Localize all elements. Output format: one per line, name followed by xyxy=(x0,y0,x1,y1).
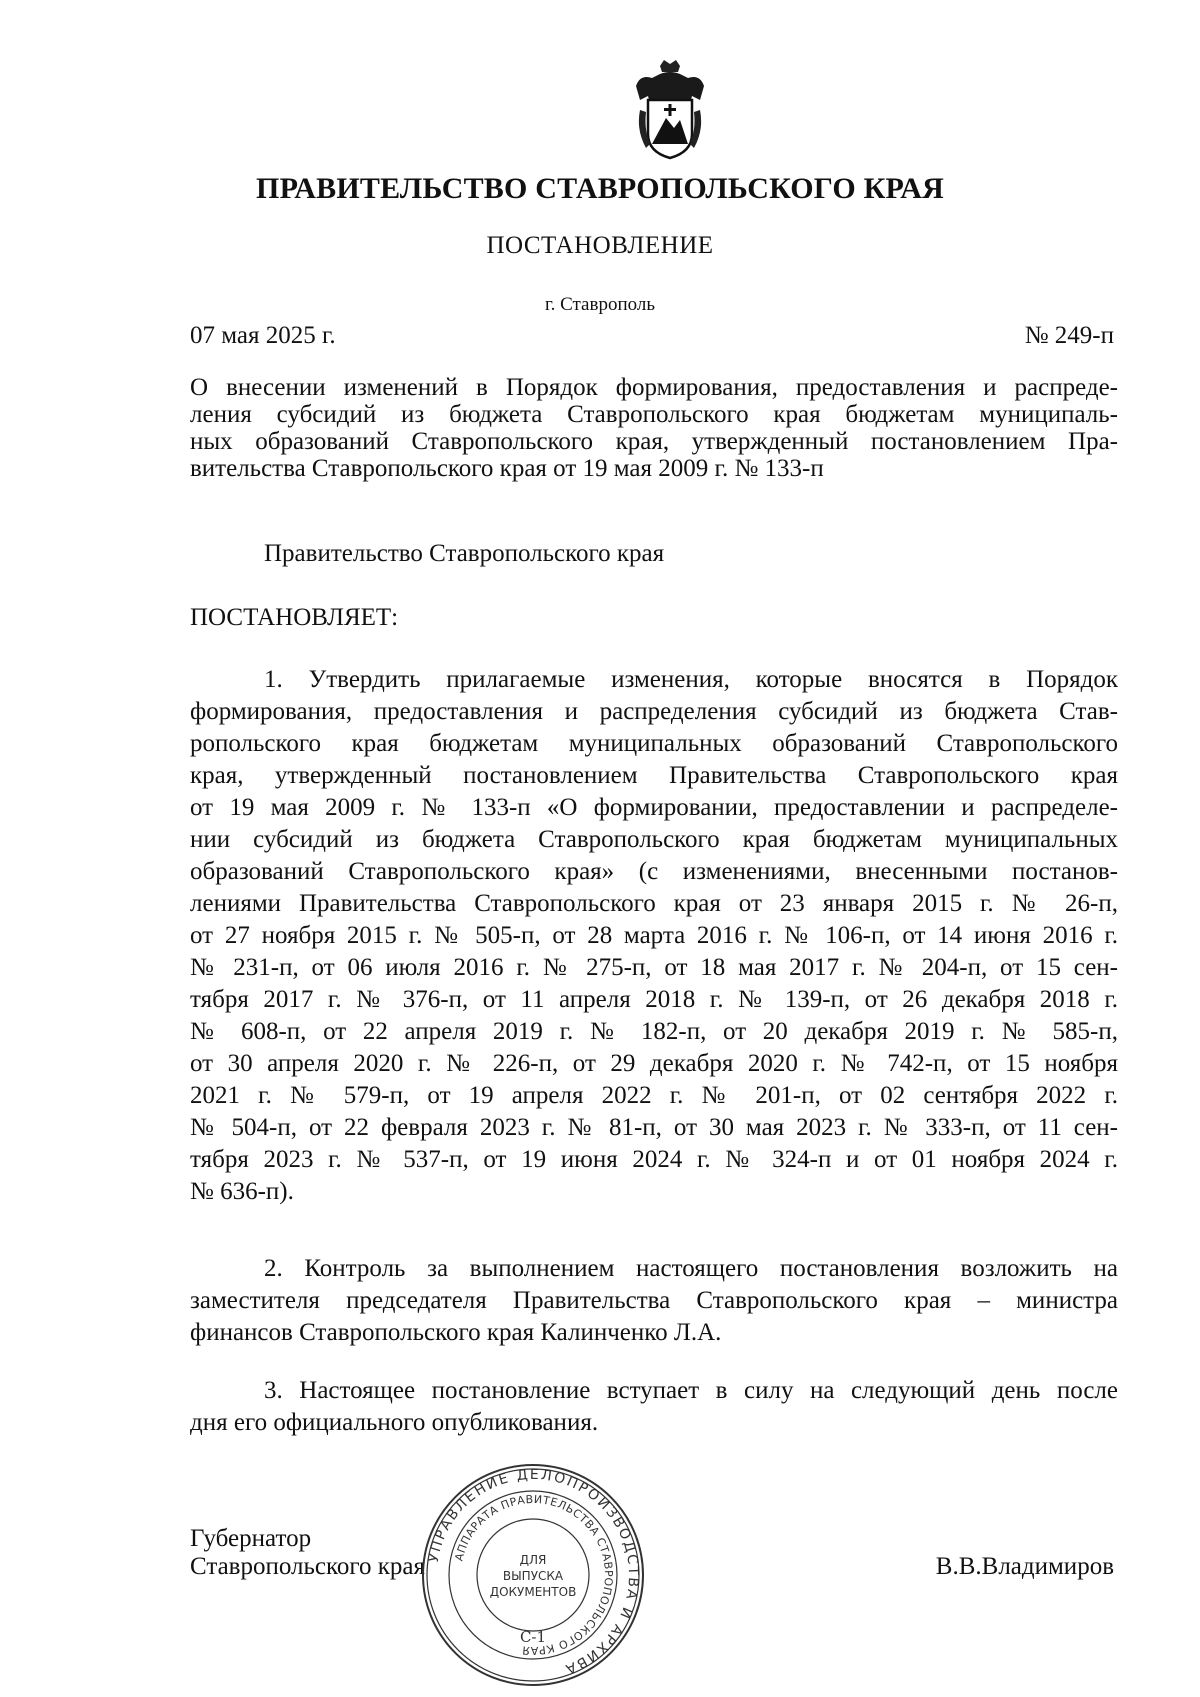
paragraph-line: № 504-п, от 22 февраля 2023 г. № 81-п, от 30 мая 2023 г. № 333-п, от 11 сен- xyxy=(190,1114,1118,1141)
document-date: 07 мая 2025 г. xyxy=(190,322,336,349)
resolves-heading: ПОСТАНОВЛЯЕТ: xyxy=(190,604,399,631)
paragraph-line: от 19 мая 2009 г. № 133-п «О формировании, предоставлении и распределе- xyxy=(190,794,1118,821)
stamp-outer-text: УПРАВЛЕНИЕ ДЕЛОПРОИЗВОДСТВА И АРХИВА xyxy=(425,1466,642,1678)
preamble: Правительство Ставропольского края xyxy=(264,540,665,567)
document-type: ПОСТАНОВЛЕНИЕ xyxy=(486,232,714,259)
paragraph-line: от 30 апреля 2020 г. № 226-п, от 29 декабря 2020 г. № 742-п, от 15 ноября xyxy=(190,1050,1118,1077)
office-stamp xyxy=(418,1460,648,1690)
stamp-inner-text: АППАРАТА ПРАВИТЕЛЬСТВА СТАВРОПОЛЬСКОГО КРАЯ xyxy=(452,1492,616,1658)
paragraph-line: финансов Ставропольского края Калинченко Л.А. xyxy=(190,1319,722,1346)
paragraph-line: № 608-п, от 22 апреля 2019 г. № 182-п, от 20 декабря 2019 г. № 585-п, xyxy=(190,1018,1118,1045)
paragraph-line: формирования, предоставления и распределения субсидий из бюджета Став- xyxy=(190,698,1118,725)
paragraph-line: нии субсидий из бюджета Ставропольского края бюджетам муниципальных xyxy=(190,826,1118,853)
document-subject xyxy=(190,374,1118,482)
coat-of-arms-emblem xyxy=(630,60,710,160)
paragraph-line: № 231-п, от 06 июля 2016 г. № 275-п, от 18 мая 2017 г. № 204-п, от 15 сен- xyxy=(190,954,1118,981)
stamp-code: С-1 xyxy=(519,1628,547,1646)
paragraph-line: тября 2023 г. № 537-п, от 19 июня 2024 г. № 324-п и от 01 ноября 2024 г. xyxy=(190,1146,1118,1173)
subject-line: вительства Ставропольского края от 19 мая 2009 г. № 133-п xyxy=(190,455,824,482)
paragraph-2 xyxy=(190,1253,1118,1349)
signatory-title xyxy=(190,1525,425,1581)
stamp-center-line: ВЫПУСКА xyxy=(502,1569,564,1583)
paragraph-line: ропольского края бюджетам муниципальных образований Ставропольского xyxy=(190,730,1118,757)
paragraph-line: от 27 ноября 2015 г. № 505-п, от 28 марта 2016 г. № 106-п, от 14 июня 2016 г. xyxy=(190,922,1118,949)
paragraph-line: заместителя председателя Правительства Ставропольского края – министра xyxy=(190,1287,1118,1314)
paragraph-line: края, утвержденный постановлением Правительства Ставропольского края xyxy=(190,762,1118,789)
subject-line: ления субсидий из бюджета Ставропольского края бюджетам муниципаль- xyxy=(190,401,1118,428)
paragraph-line: 1. Утвердить прилагаемые изменения, которые вносятся в Порядок xyxy=(264,666,1118,693)
signatory-title-line: Ставропольского края xyxy=(190,1553,425,1580)
paragraph-3 xyxy=(190,1375,1118,1439)
subject-line: ных образований Ставропольского края, утвержденный постановлением Пра- xyxy=(190,428,1118,455)
city: г. Ставрополь xyxy=(544,294,656,315)
document-number: № 249-п xyxy=(1024,322,1114,349)
paragraph-line: 2021 г. № 579-п, от 19 апреля 2022 г. № 201-п, от 02 сентября 2022 г. xyxy=(190,1082,1118,1109)
signatory-title-line: Губернатор xyxy=(190,1525,312,1552)
stamp-center-line: ДЛЯ xyxy=(519,1553,547,1567)
subject-line: О внесении изменений в Порядок формирования, предоставления и распреде- xyxy=(190,374,1118,401)
paragraph-line: образований Ставропольского края» (с изменениями, внесенными постанов- xyxy=(190,858,1118,885)
organization-title: ПРАВИТЕЛЬСТВО СТАВРОПОЛЬСКОГО КРАЯ xyxy=(256,172,944,205)
paragraph-line: тября 2017 г. № 376-п, от 11 апреля 2018 г. № 139-п, от 26 декабря 2018 г. xyxy=(190,986,1118,1013)
stamp-center-line: ДОКУМЕНТОВ xyxy=(489,1585,577,1599)
paragraph-line: 3. Настоящее постановление вступает в силу на следующий день после xyxy=(264,1377,1118,1404)
signatory-name: В.В.Владимиров xyxy=(935,1553,1114,1580)
paragraph-line: лениями Правительства Ставропольского края от 23 января 2015 г. № 26-п, xyxy=(190,890,1118,917)
paragraph-1 xyxy=(190,664,1118,1208)
paragraph-line: дня его официального опубликования. xyxy=(190,1409,599,1436)
paragraph-line: № 636-п). xyxy=(190,1178,294,1205)
paragraph-line: 2. Контроль за выполнением настоящего постановления возложить на xyxy=(264,1255,1118,1282)
